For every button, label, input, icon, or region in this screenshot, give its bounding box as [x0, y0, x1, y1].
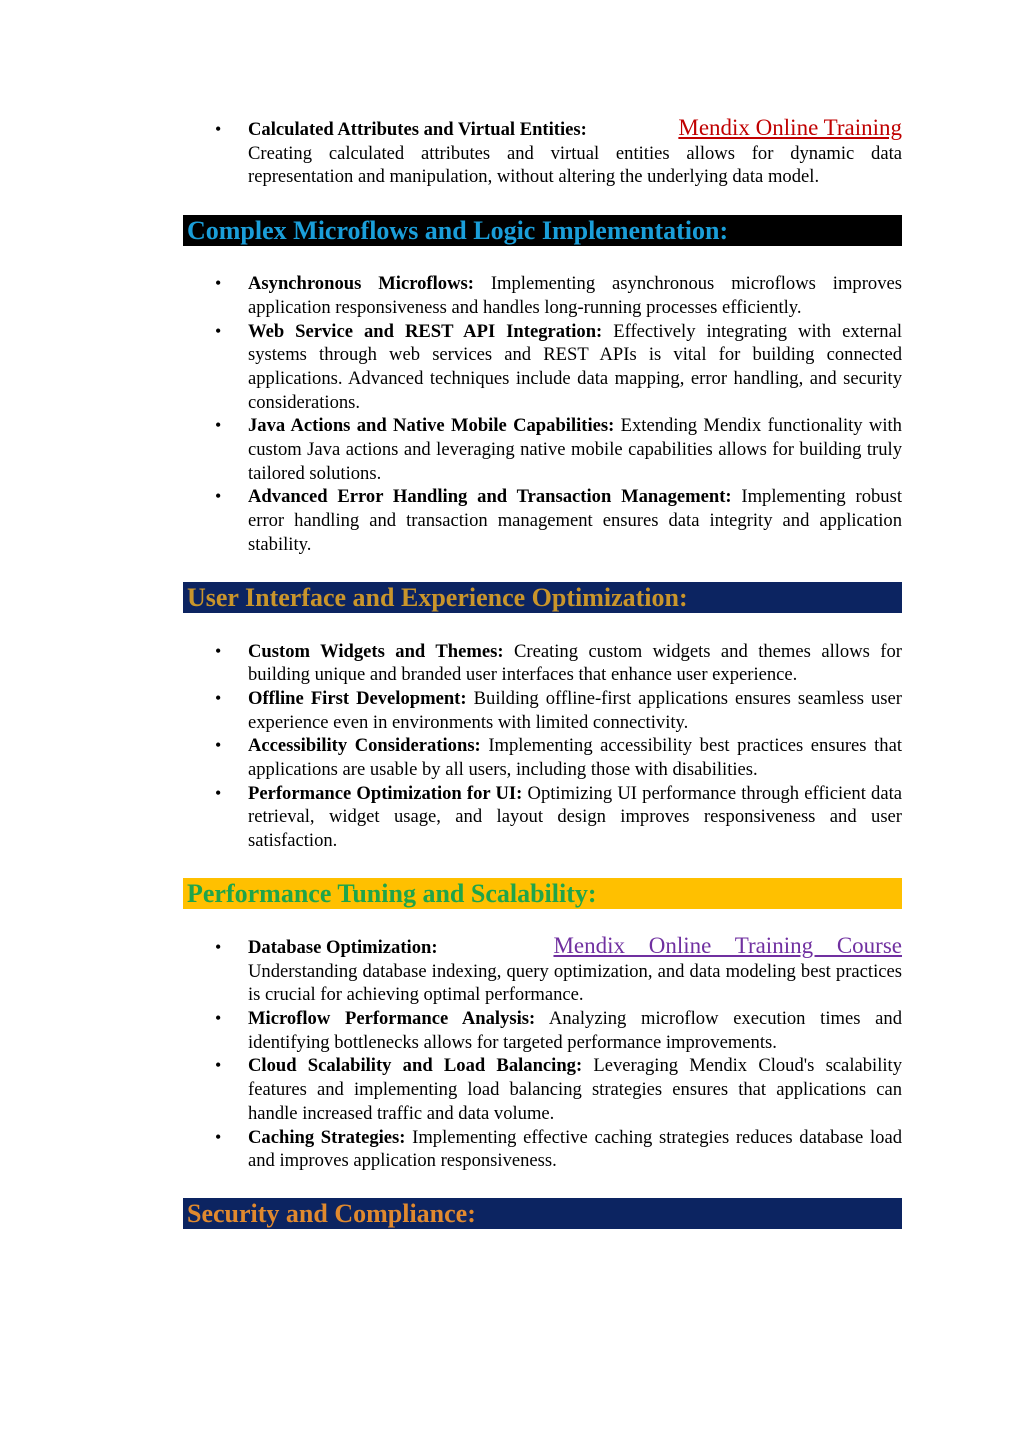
list-item — [183, 734, 902, 781]
item-text: Building offline-first applications ensures seamless user experience even in environments with limited connectivity. — [248, 687, 902, 733]
item-term: Asynchronous Microflows: — [248, 273, 474, 295]
section-heading-ui: User Interface and Experience Optimization: — [183, 582, 902, 613]
item-term: Web Service and REST API Integration: — [248, 320, 603, 342]
document-page — [183, 115, 902, 1229]
mendix-training-link[interactable]: Mendix Online Training — [678, 115, 902, 140]
list-item — [183, 414, 902, 485]
item-term: Performance Optimization for UI: — [248, 782, 523, 804]
list-item — [183, 1126, 902, 1173]
item-text: Implementing effective caching strategies reduces database load and improves application responsiveness. — [248, 1126, 902, 1172]
section-heading-microflows: Complex Microflows and Logic Implementation: — [183, 215, 902, 246]
list-item — [183, 782, 902, 853]
item-term: Advanced Error Handling and Transaction Management: — [248, 486, 732, 508]
item-term: Database Optimization: — [248, 936, 438, 958]
list-item — [183, 687, 902, 734]
ui-list — [183, 640, 902, 853]
item-term: Microflow Performance Analysis: — [248, 1007, 536, 1029]
list-item — [183, 1054, 902, 1125]
microflows-list — [183, 272, 902, 556]
item-text: Implementing accessibility best practices ensures that applications are usable by all users, including those with disabilities. — [248, 735, 902, 781]
item-text: Effectively integrating with external systems through web services and REST APIs is vital for building connected applications. Advanced techniques include data mapping, error handling, and security considerations. — [248, 320, 902, 413]
mendix-training-course-link[interactable]: Mendix Online Training Course — [553, 932, 902, 958]
list-item — [183, 485, 902, 556]
section-heading-security: Security and Compliance: — [183, 1198, 902, 1229]
item-term: Cloud Scalability and Load Balancing: — [248, 1055, 583, 1077]
item-text: Optimizing UI performance through efficient data retrieval, widget usage, and layout design improves responsiveness and user satisfaction. — [248, 782, 902, 852]
list-item — [183, 320, 902, 415]
item-text: Leveraging Mendix Cloud's scalability features and implementing load balancing strategies ensures that applications can handle increased traffic and data volume. — [248, 1055, 902, 1124]
item-text: Analyzing microflow execution times and identifying bottlenecks allows for targeted performance improvements. — [248, 1007, 902, 1053]
item-term: Custom Widgets and Themes: — [248, 640, 504, 662]
performance-list — [183, 932, 902, 1173]
item-text: Creating calculated attributes and virtual entities allows for dynamic data representation and manipulation, without altering the underlying data model. — [248, 142, 902, 188]
item-text: Extending Mendix functionality with custom Java actions and leveraging native mobile capabilities allows for building truly tailored solutions. — [248, 415, 902, 484]
item-text: Implementing asynchronous microflows improves application responsiveness and handles long-running processes efficiently. — [248, 273, 902, 318]
item-term: Java Actions and Native Mobile Capabilities: — [248, 415, 615, 437]
item-text: Creating custom widgets and themes allows for building unique and branded user interfaces that enhance user experience. — [248, 640, 902, 686]
list-item — [183, 932, 902, 1007]
item-text: Understanding database indexing, query optimization, and data modeling best practices is crucial for achieving optimal performance. — [248, 960, 902, 1006]
item-text: Implementing robust error handling and transaction management ensures data integrity and application stability. — [248, 486, 902, 555]
list-item — [183, 640, 902, 687]
section-heading-performance: Performance Tuning and Scalability: — [183, 878, 902, 909]
item-term: Caching Strategies: — [248, 1126, 406, 1148]
item-term: Accessibility Considerations: — [248, 735, 481, 757]
intro-list — [183, 115, 902, 189]
list-item — [183, 272, 902, 319]
list-item — [183, 115, 902, 189]
list-item — [183, 1007, 902, 1054]
item-term: Calculated Attributes and Virtual Entities: — [248, 119, 587, 140]
item-term: Offline First Development: — [248, 687, 467, 709]
